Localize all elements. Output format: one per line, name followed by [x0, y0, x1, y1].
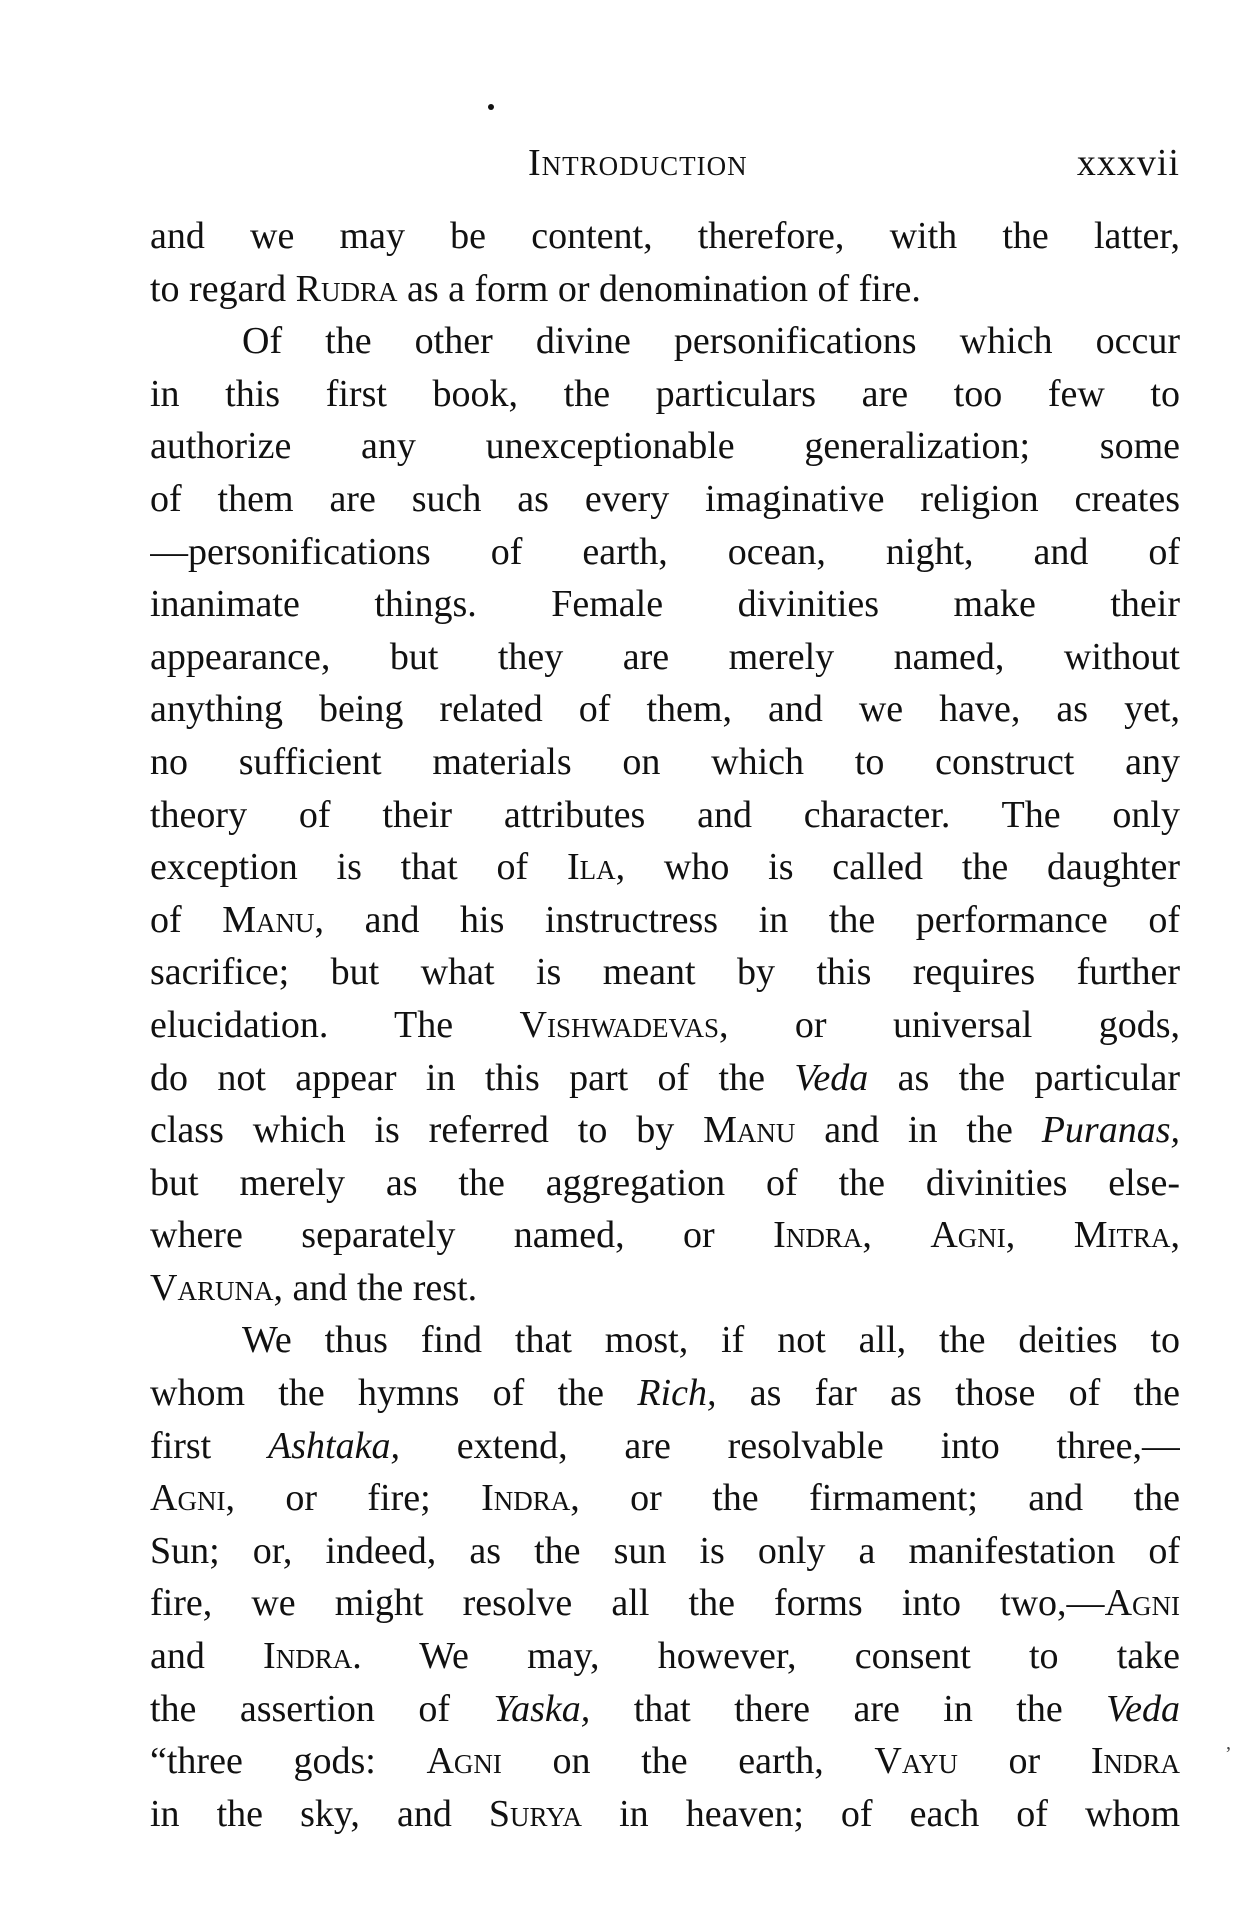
text-line	[150, 1314, 1180, 1367]
text-run: do not appear in this part of the	[150, 1056, 795, 1099]
text-run: Of the other divine personifications which occur	[242, 320, 1180, 363]
small-caps-name: Agni	[150, 1477, 226, 1520]
text-line	[150, 736, 1180, 789]
small-caps-name: Indra	[773, 1214, 863, 1257]
text-line	[150, 1209, 1180, 1262]
text-line	[150, 1525, 1180, 1578]
text-run: first	[150, 1424, 269, 1467]
text-line	[150, 631, 1180, 684]
text-run: , or the firmament; and the	[570, 1477, 1180, 1520]
text-run: or	[957, 1740, 1091, 1783]
text-line	[150, 1157, 1180, 1210]
text-run: extend, are resolvable into three,—	[399, 1424, 1180, 1467]
text-run: appearance, but they are merely named, without	[150, 635, 1180, 678]
italic-term: Veda	[794, 1056, 869, 1099]
small-caps-name: Manu	[703, 1109, 796, 1152]
text-line	[150, 1735, 1180, 1788]
text-line	[150, 841, 1180, 894]
small-caps-name: Indra	[481, 1477, 571, 1520]
small-caps-name: Vayu	[874, 1740, 958, 1783]
text-line	[150, 368, 1180, 421]
margin-mark: ,	[1226, 1732, 1231, 1754]
text-line	[150, 1262, 1180, 1315]
page-speck	[488, 104, 494, 110]
text-run: “three gods:	[150, 1740, 427, 1783]
text-run: theory of their attributes and character. The only	[150, 793, 1180, 836]
text-run: ,	[1005, 1214, 1074, 1257]
text-run: fire, we might resolve all the forms into two,—	[150, 1582, 1105, 1625]
italic-term: Veda	[1106, 1687, 1180, 1730]
text-line	[150, 473, 1180, 526]
text-run: sacrifice; but what is meant by this requires further	[150, 951, 1180, 994]
text-run: , who is called the daughter	[615, 846, 1180, 889]
text-run: whom the hymns of the	[150, 1372, 638, 1415]
small-caps-name: Surya	[488, 1792, 583, 1835]
italic-term: Yaska,	[493, 1687, 591, 1730]
small-caps-name: Indra	[1090, 1740, 1180, 1783]
text-run: in heaven; of each of whom	[582, 1792, 1180, 1835]
text-run: that there are in the	[590, 1687, 1107, 1730]
text-run: ,	[1170, 1214, 1180, 1257]
text-line	[150, 1472, 1180, 1525]
text-run: , and his instructress in the performance of	[314, 898, 1180, 941]
text-run: of	[150, 898, 223, 941]
text-line	[150, 578, 1180, 631]
text-line	[150, 683, 1180, 736]
text-line	[150, 1788, 1180, 1841]
text-run: no sufficient materials on which to construct any	[150, 740, 1180, 783]
text-line	[150, 946, 1180, 999]
small-caps-name: Vishwadevas	[519, 1003, 720, 1046]
text-run: but merely as the aggregation of the divinities else-	[150, 1161, 1180, 1204]
text-line	[150, 999, 1180, 1052]
italic-term: Puranas,	[1041, 1109, 1180, 1152]
running-head: Introduction	[528, 142, 748, 184]
text-run: the assertion of	[150, 1687, 494, 1730]
text-line	[150, 1420, 1180, 1473]
small-caps-name: Agni	[930, 1214, 1006, 1257]
text-run: exception is that of	[150, 846, 567, 889]
text-run: elucidation. The	[150, 1003, 520, 1046]
text-run: , or universal gods,	[719, 1003, 1180, 1046]
page-number: xxxvii	[1076, 142, 1180, 184]
text-run: and in the	[795, 1109, 1042, 1152]
small-caps-name: Mitra	[1073, 1214, 1171, 1257]
text-run: of them are such as every imaginative religion creates	[150, 477, 1180, 520]
text-run: authorize any unexceptionable generalization; some	[150, 425, 1180, 468]
text-line	[150, 789, 1180, 842]
small-caps-name: Varuna	[150, 1266, 274, 1309]
text-run: . We may, however, consent to take	[352, 1635, 1180, 1678]
text-run: ,	[862, 1214, 931, 1257]
text-run: as a form or denomination of fire.	[397, 267, 921, 310]
text-line	[150, 315, 1180, 368]
text-run: on the earth,	[501, 1740, 875, 1783]
text-line	[150, 210, 1180, 263]
small-caps-name: Manu	[222, 898, 315, 941]
small-caps-name: Ila	[566, 846, 616, 889]
text-line	[150, 1104, 1180, 1157]
text-line	[150, 1052, 1180, 1105]
text-line	[150, 1683, 1180, 1736]
text-run: —personifications of earth, ocean, night, and of	[150, 530, 1180, 573]
text-line	[150, 894, 1180, 947]
small-caps-name: Agni	[1104, 1582, 1180, 1625]
small-caps-name: Indra	[263, 1635, 353, 1678]
text-run: class which is referred to by	[150, 1109, 704, 1152]
text-run: We thus find that most, if not all, the deities to	[242, 1319, 1180, 1362]
small-caps-name: Rudra	[295, 267, 398, 310]
text-run: inanimate things. Female divinities make their	[150, 583, 1180, 626]
text-run: as far as those of the	[716, 1372, 1180, 1415]
text-line	[150, 526, 1180, 579]
italic-term: Rich,	[637, 1372, 717, 1415]
text-run: as the particular	[868, 1056, 1180, 1099]
small-caps-name: Agni	[426, 1740, 502, 1783]
text-line	[150, 1577, 1180, 1630]
text-run: , or fire;	[225, 1477, 482, 1520]
text-line	[150, 1630, 1180, 1683]
text-line	[150, 1367, 1180, 1420]
text-run: and	[150, 1635, 264, 1678]
text-run: anything being related of them, and we have, as yet,	[150, 688, 1180, 731]
text-run: in the sky, and	[150, 1792, 489, 1835]
text-run: , and the rest.	[273, 1266, 478, 1309]
italic-term: Ashtaka,	[268, 1424, 400, 1467]
text-line	[150, 420, 1180, 473]
page-header	[150, 138, 1180, 188]
body-text	[150, 210, 1180, 1840]
text-line	[150, 263, 1180, 316]
text-run: in this first book, the particulars are too few to	[150, 372, 1180, 415]
text-run: where separately named, or	[150, 1214, 774, 1257]
text-run: and we may be content, therefore, with the latter,	[150, 215, 1180, 257]
text-run: Sun; or, indeed, as the sun is only a manifestation of	[150, 1529, 1180, 1572]
text-run: to regard	[150, 267, 296, 310]
